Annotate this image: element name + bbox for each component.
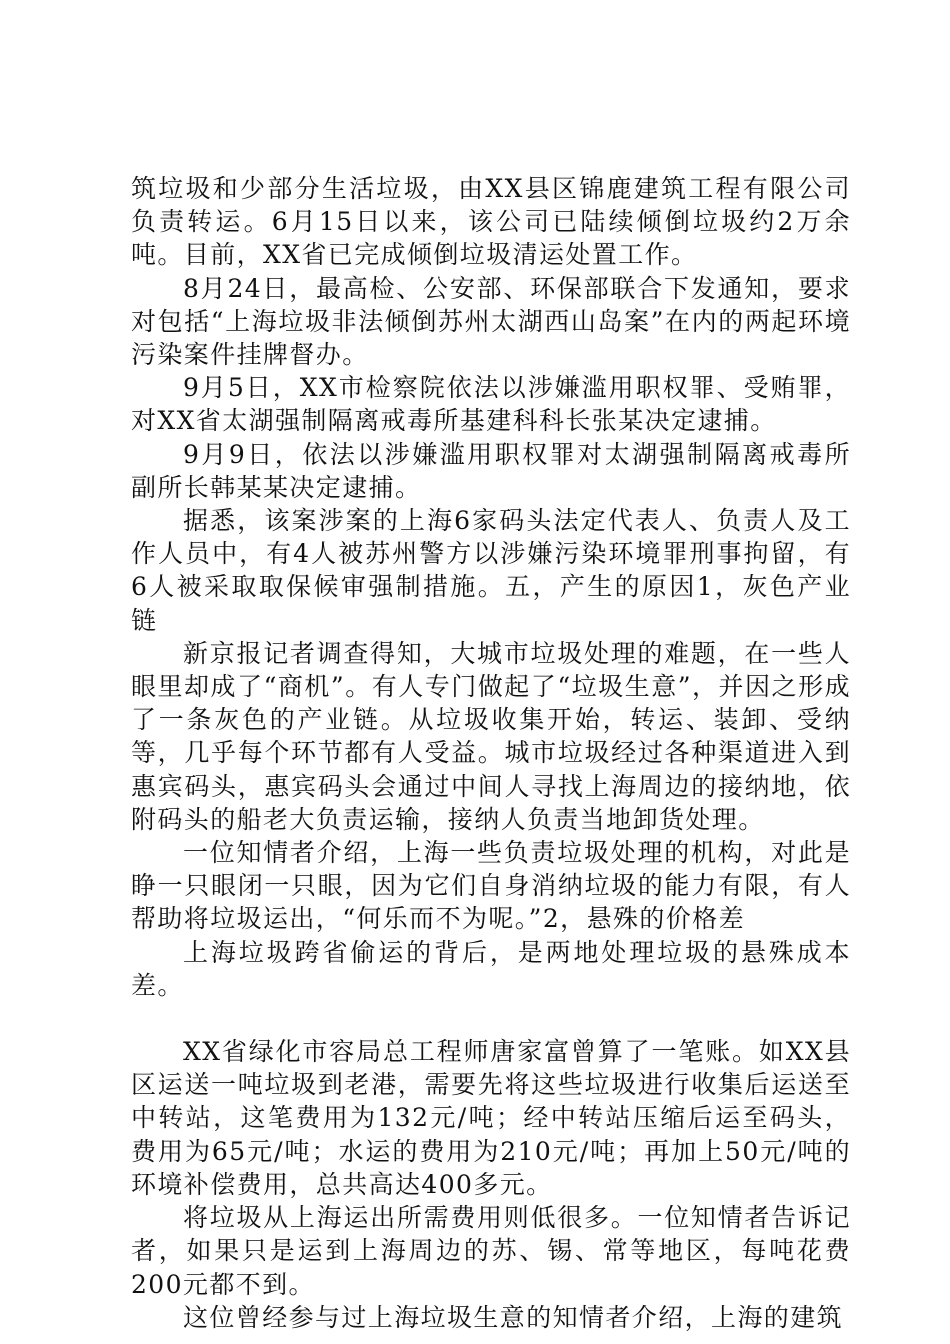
- paragraph: 新京报记者调查得知，大城市垃圾处理的难题，在一些人眼里却成了“商机”。有人专门做起了“垃圾生意”，并因之形成了一条灰色的产业链。从垃圾收集开始，转运、装卸、受纳等，几乎每个环节都有人受益。城市垃圾经过各种渠道进入到惠宾码头，惠宾码头会通过中间人寻找上海周边的接纳地，依附码头的船老大负责运输，接纳人负责当地卸货处理。: [131, 638, 851, 834]
- paragraph: 将垃圾从上海运出所需费用则低很多。一位知情者告诉记者，如果只是运到上海周边的苏、锡、常等地区，每吨花费200元都不到。: [131, 1203, 851, 1299]
- paragraph: 上海垃圾跨省偷运的背后，是两地处理垃圾的悬殊成本差。: [131, 937, 851, 1000]
- paragraph: 9月9日，依法以涉嫌滥用职权罪对太湖强制隔离戒毒所副所长韩某某决定逮捕。: [131, 439, 851, 502]
- paragraph: 据悉，该案涉案的上海6家码头法定代表人、负责人及工作人员中，有4人被苏州警方以涉嫌污染环境罪刑事拘留，有6人被采取取保候审强制措施。五，产生的原因1，灰色产业链: [131, 506, 851, 635]
- paragraph: 筑垃圾和少部分生活垃圾，由XX县区锦鹿建筑工程有限公司负责转运。6月15日以来，该公司已陆续倾倒垃圾约2万余吨。目前，XX省已完成倾倒垃圾清运处置工作。: [131, 174, 851, 270]
- document-body: [131, 172, 851, 1334]
- paragraph: 这位曾经参与过上海垃圾生意的知情者介绍，上海的建筑: [183, 1302, 844, 1332]
- paragraph: 9月5日，XX市检察院依法以涉嫌滥用职权罪、受贿罪，对XX省太湖强制隔离戒毒所基建科科长张某决定逮捕。: [131, 373, 851, 436]
- paragraph-gap: [131, 1002, 851, 1035]
- paragraph: XX省绿化市容局总工程师唐家富曾算了一笔账。如XX县区运送一吨垃圾到老港，需要先将这些垃圾进行收集后运送至中转站，这笔费用为132元/吨；经中转站压缩后运至码头，费用为65元/吨；水运的费用为210元/吨；再加上50元/吨的环境补偿费用，总共高达400多元。: [131, 1037, 851, 1199]
- paragraph: 一位知情者介绍，上海一些负责垃圾处理的机构，对此是睁一只眼闭一只眼，因为它们自身消纳垃圾的能力有限，有人帮助将垃圾运出，“何乐而不为呢。”2，悬殊的价格差: [131, 838, 851, 934]
- paragraph: 8月24日，最高检、公安部、环保部联合下发通知，要求对包括“上海垃圾非法倾倒苏州太湖西山岛案”在内的两起环境污染案件挂牌督办。: [131, 273, 851, 370]
